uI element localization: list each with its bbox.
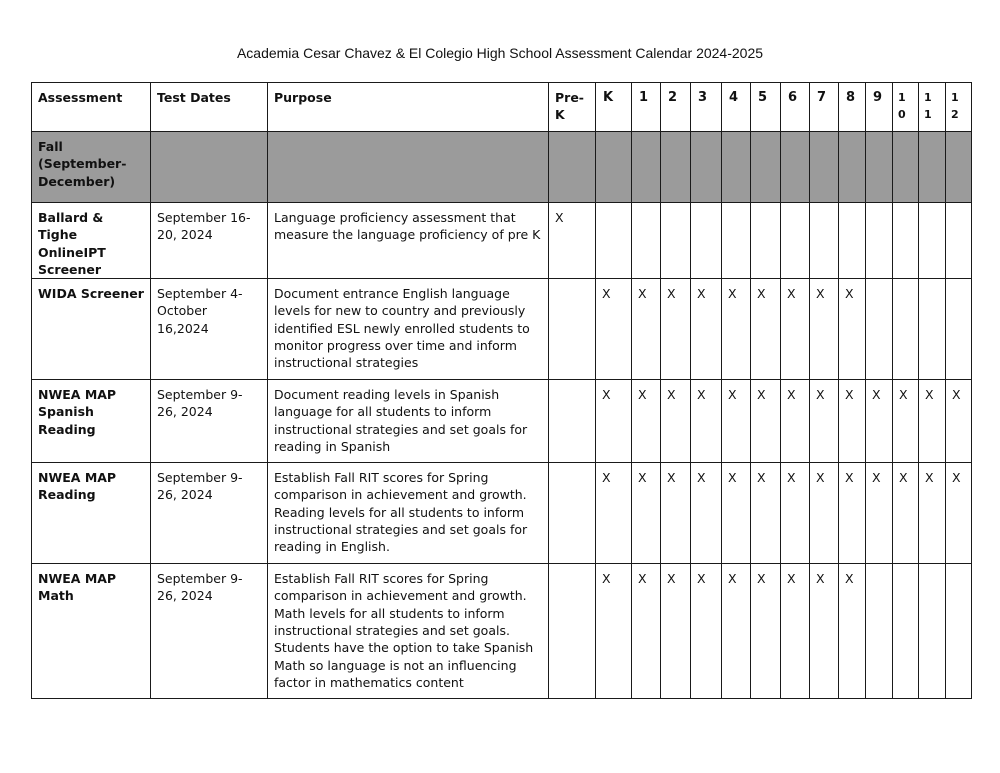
grade-mark-12 <box>946 203 972 279</box>
grade-mark-10: X <box>893 463 919 564</box>
season-cell <box>596 132 632 203</box>
assessment-calendar-table <box>31 82 972 699</box>
grade-mark-pre-k <box>549 564 596 699</box>
grade-mark-3: X <box>691 380 722 463</box>
season-cell <box>781 132 810 203</box>
test-dates: September 16-20, 2024 <box>151 203 268 279</box>
grade-mark-9 <box>866 203 893 279</box>
grade-mark-3: X <box>691 463 722 564</box>
grade-mark-pre-k <box>549 279 596 380</box>
grade-mark-10 <box>893 203 919 279</box>
season-cell <box>919 132 946 203</box>
season-cell <box>810 132 839 203</box>
grade-mark-4 <box>722 203 751 279</box>
header-grade-5: 5 <box>751 83 781 132</box>
grade-mark-2: X <box>661 380 691 463</box>
grade-mark-2: X <box>661 564 691 699</box>
grade-mark-5 <box>751 203 781 279</box>
header-grade-7: 7 <box>810 83 839 132</box>
grade-mark-4: X <box>722 380 751 463</box>
test-dates: September 9-26, 2024 <box>151 463 268 564</box>
purpose: Establish Fall RIT scores for Spring comparison in achievement and growth. Reading levels for all students to inform instructional strategies and set goals for reading in English. <box>268 463 549 564</box>
grade-mark-9: X <box>866 463 893 564</box>
grade-mark-1: X <box>632 380 661 463</box>
grade-mark-2 <box>661 203 691 279</box>
season-cell <box>751 132 781 203</box>
header-purpose: Purpose <box>268 83 549 132</box>
header-grade-1: 1 <box>632 83 661 132</box>
grade-mark-8: X <box>839 463 866 564</box>
grade-mark-8: X <box>839 564 866 699</box>
table-row <box>32 203 972 279</box>
grade-mark-9 <box>866 279 893 380</box>
season-row-fall <box>32 132 972 203</box>
grade-mark-12: X <box>946 463 972 564</box>
test-dates: September 9-26, 2024 <box>151 564 268 699</box>
test-dates: September 9-26, 2024 <box>151 380 268 463</box>
grade-mark-3: X <box>691 564 722 699</box>
grade-mark-1 <box>632 203 661 279</box>
grade-mark-2: X <box>661 463 691 564</box>
grade-mark-6: X <box>781 279 810 380</box>
grade-mark-3 <box>691 203 722 279</box>
grade-mark-k: X <box>596 463 632 564</box>
table-row <box>32 380 972 463</box>
season-cell <box>866 132 893 203</box>
header-grade-11: 11 <box>919 83 946 132</box>
grade-mark-k: X <box>596 279 632 380</box>
grade-mark-4: X <box>722 564 751 699</box>
header-grade-8: 8 <box>839 83 866 132</box>
header-grade-pre-k: Pre-K <box>549 83 596 132</box>
header-test-dates: Test Dates <box>151 83 268 132</box>
grade-mark-6: X <box>781 380 810 463</box>
grade-mark-12: X <box>946 380 972 463</box>
season-cell <box>893 132 919 203</box>
grade-mark-4: X <box>722 463 751 564</box>
document-title: Academia Cesar Chavez & El Colegio High School Assessment Calendar 2024-2025 <box>236 45 764 61</box>
grade-mark-7: X <box>810 380 839 463</box>
assessment-name: NWEA MAP Reading <box>32 463 151 564</box>
grade-mark-5: X <box>751 564 781 699</box>
grade-mark-8: X <box>839 279 866 380</box>
season-cell <box>661 132 691 203</box>
grade-mark-11 <box>919 564 946 699</box>
header-row <box>32 83 972 132</box>
season-cell <box>691 132 722 203</box>
grade-mark-11: X <box>919 380 946 463</box>
grade-mark-7: X <box>810 279 839 380</box>
header-assessment: Assessment <box>32 83 151 132</box>
season-cell <box>839 132 866 203</box>
assessment-name: NWEA MAP Spanish Reading <box>32 380 151 463</box>
grade-mark-7: X <box>810 463 839 564</box>
grade-mark-11 <box>919 279 946 380</box>
season-cell <box>946 132 972 203</box>
grade-mark-9: X <box>866 380 893 463</box>
season-cell <box>549 132 596 203</box>
table-row <box>32 279 972 380</box>
purpose: Establish Fall RIT scores for Spring comparison in achievement and growth. Math levels for all students to inform instructional strategies and set goals. Students have the option to take Spanish Math so language is not an influencing factor in mathematics content <box>268 564 549 699</box>
header-grade-6: 6 <box>781 83 810 132</box>
test-dates: September 4-October 16,2024 <box>151 279 268 380</box>
grade-mark-pre-k <box>549 463 596 564</box>
grade-mark-1: X <box>632 463 661 564</box>
header-grade-9: 9 <box>866 83 893 132</box>
grade-mark-k: X <box>596 380 632 463</box>
grade-mark-7 <box>810 203 839 279</box>
header-grade-k: K <box>596 83 632 132</box>
grade-mark-k: X <box>596 564 632 699</box>
grade-mark-4: X <box>722 279 751 380</box>
header-grade-10: 10 <box>893 83 919 132</box>
grade-mark-11 <box>919 203 946 279</box>
purpose: Document reading levels in Spanish language for all students to inform instructional strategies and set goals for reading in Spanish <box>268 380 549 463</box>
season-cell <box>151 132 268 203</box>
header-grade-12: 12 <box>946 83 972 132</box>
grade-mark-8: X <box>839 380 866 463</box>
header-grade-2: 2 <box>661 83 691 132</box>
grade-mark-5: X <box>751 463 781 564</box>
header-grade-4: 4 <box>722 83 751 132</box>
season-label: Fall (September-December) <box>32 132 151 203</box>
assessment-name: NWEA MAP Math <box>32 564 151 699</box>
assessment-name: WIDA Screener <box>32 279 151 380</box>
grade-mark-6: X <box>781 564 810 699</box>
grade-mark-1: X <box>632 279 661 380</box>
grade-mark-5: X <box>751 279 781 380</box>
grade-mark-k <box>596 203 632 279</box>
grade-mark-12 <box>946 564 972 699</box>
season-cell <box>632 132 661 203</box>
grade-mark-10 <box>893 279 919 380</box>
table-row <box>32 564 972 699</box>
grade-mark-7: X <box>810 564 839 699</box>
season-cell <box>268 132 549 203</box>
grade-mark-12 <box>946 279 972 380</box>
grade-mark-2: X <box>661 279 691 380</box>
header-grade-3: 3 <box>691 83 722 132</box>
purpose: Language proficiency assessment that measure the language proficiency of pre K <box>268 203 549 279</box>
grade-mark-3: X <box>691 279 722 380</box>
grade-mark-9 <box>866 564 893 699</box>
grade-mark-10: X <box>893 380 919 463</box>
table-row <box>32 463 972 564</box>
grade-mark-5: X <box>751 380 781 463</box>
assessment-name: Ballard & Tighe OnlineIPT Screener <box>32 203 151 279</box>
season-cell <box>722 132 751 203</box>
grade-mark-pre-k: X <box>549 203 596 279</box>
grade-mark-11: X <box>919 463 946 564</box>
grade-mark-10 <box>893 564 919 699</box>
grade-mark-6 <box>781 203 810 279</box>
grade-mark-8 <box>839 203 866 279</box>
grade-mark-pre-k <box>549 380 596 463</box>
purpose: Document entrance English language levels for new to country and previously identified ESL newly enrolled students to monitor progress over time and inform instructional strategies <box>268 279 549 380</box>
grade-mark-1: X <box>632 564 661 699</box>
grade-mark-6: X <box>781 463 810 564</box>
